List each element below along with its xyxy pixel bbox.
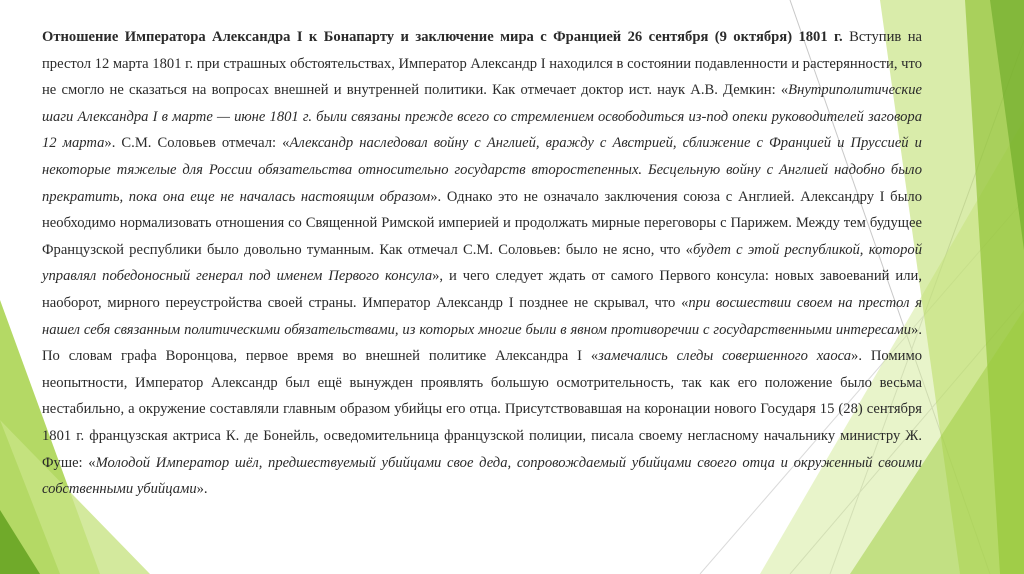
text-run-italic: будет с этой республикой, которой управлял победоносный генерал под именем Первого консула — [42, 241, 922, 285]
text-run-bold: Отношение Императора Александра I к Бонапарту и заключение мира с Францией 26 сентября (9 октября) 1801 г. — [42, 29, 843, 45]
text-run-italic: Александр наследовал войну с Англией, вражду с Австрией, сближение с Францией и Пруссией и некоторые тяжелые для России обязательства относительно государств второстепенных. Бесцельную войну с Англией надобно было прекратить, пока она еще не началась настоящим образом — [42, 135, 922, 205]
text-run-italic: Молодой Император шёл, предшествуемый убийцами свое деда, сопровождаемый убийцами своего отца и окруженный своими собственными убийцами — [42, 454, 922, 498]
text-run: ». По словам графа Воронцова, первое время во внешней политике Александра I « — [42, 321, 922, 365]
text-run-italic: при восшествии своем на престол я нашел себя связанным политическими обязательствами, из которых многие были в явном противоречии с государственными интересами — [42, 294, 922, 338]
text-run: ». Однако это не означало заключения союза с Англией. Александру I было необходимо нормализовать отношения со Священной Римской империей и продолжать мирные переговоры с Парижем. Между тем будущее Французской республики было довольно туманным. Как отмечал С.М. Соловьев: было не ясно, что « — [42, 188, 922, 258]
text-run: ». — [196, 481, 208, 498]
text-run: ». С.М. Соловьев отмечал: « — [104, 135, 290, 152]
text-run: », и чего следует ждать от самого Первого консула: новых завоеваний или, наоборот, мирного переустройства своей страны. Император Александр I позднее не скрывал, что « — [42, 268, 922, 311]
text-run: Вступив на престол 12 марта 1801 г. при страшных обстоятельствах, Император Александр I находился в состоянии подавленности и растерянности, что не смогло не сказаться на вопросах внешней и внутренней политики. Как отмечает доктор ист. наук А.В. Демкин: « — [42, 29, 922, 99]
text-run-italic: Внутриполитические шаги Александра I в марте — июне 1801 г. были связаны прежде всего со стремлением освободиться из-под опеки руководителей заговора 12 марта — [42, 82, 922, 152]
slide-body-text — [42, 24, 922, 503]
text-run-italic: замечались следы совершенного хаоса — [598, 348, 852, 365]
text-run: ». Помимо неопытности, Император Александр был ещё вынужден проявлять большую осмотрительность, так как его положение было весьма нестабильно, а окружение составляли главным образом убийцы его отца. Присутствовавшая на коронации нового Государя 15 (28) сентября 1801 г. французская актриса К. де Бонейль, осведомительница французской полиции, писала своему негласному начальнику министру Ж. Фуше: « — [42, 348, 922, 471]
